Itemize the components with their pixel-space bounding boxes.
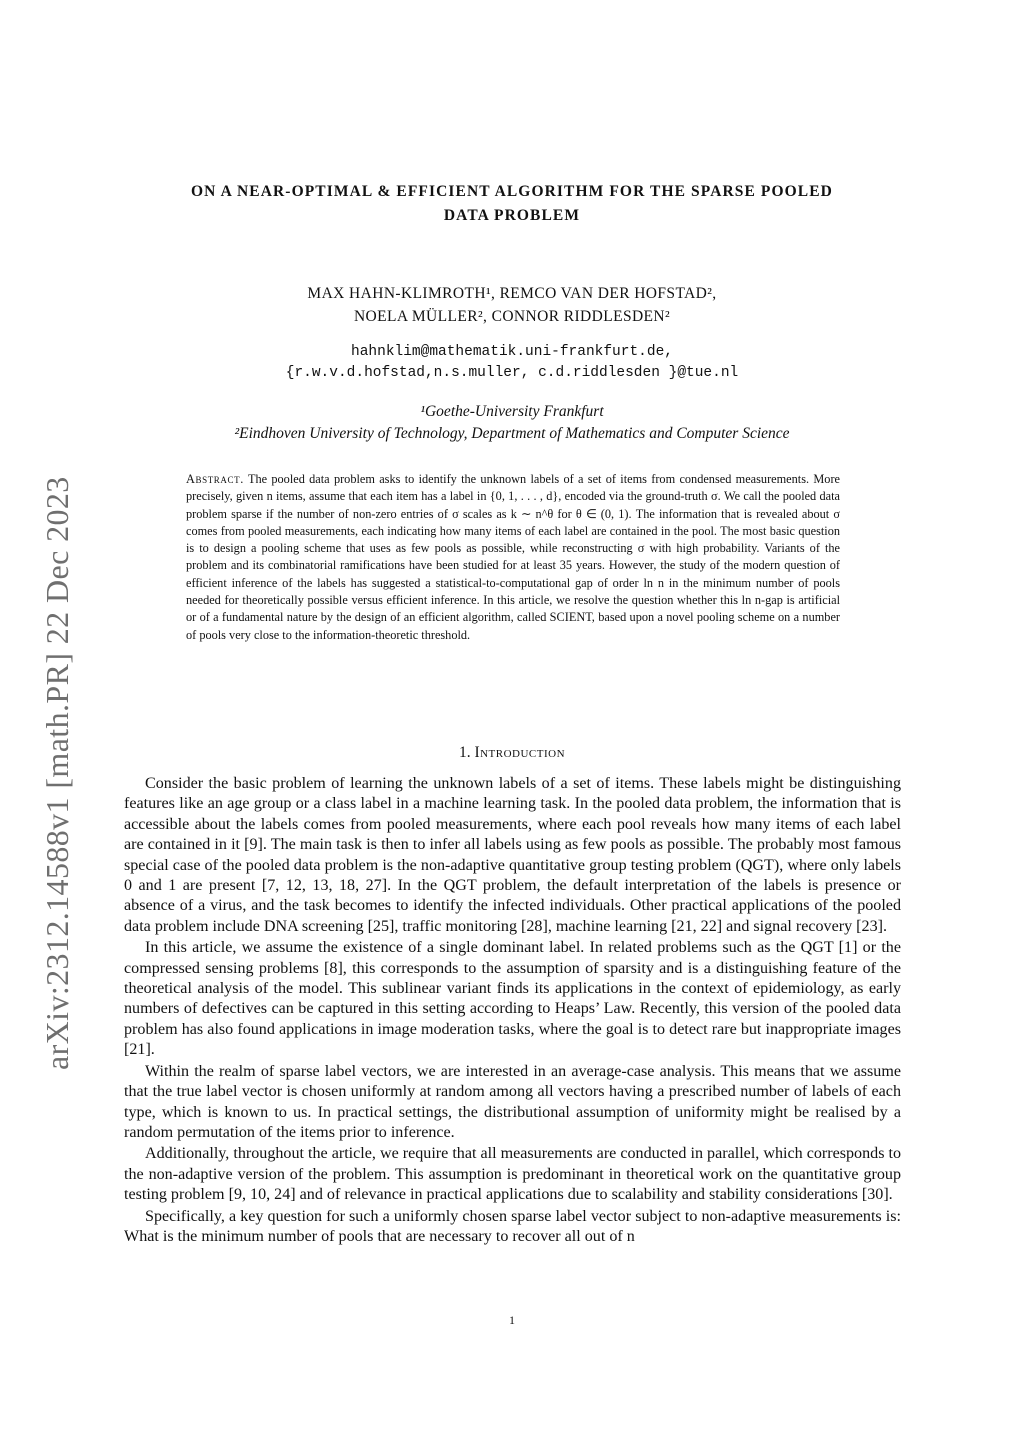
affiliations <box>124 401 900 445</box>
abstract-text: The pooled data problem asks to identify the unknown labels of a set of items from condensed measurements. More precisely, given n items, assume that each item has a label in {0, 1, . . . , d}, encoded via the ground-truth σ. We call the pooled data problem sparse if the number of non-zero entries of σ scales as k ∼ n^θ for θ ∈ (0, 1). The information that is revealed about σ comes from pooled measurements, each indicating how many items of each label are contained in the pool. The most basic question is to design a pooling scheme that uses as few pools as possible, while reconstructing σ with high probability. Variants of the problem and its combinatorial ramifications have been studied for at least 35 years. However, the study of the modern question of efficient inference of the labels has suggested a statistical-to-computational gap of order ln n in the minimum number of pools needed for theoretically possible versus efficient inference. In this article, we resolve the question whether this ln n-gap is artificial or of a fundamental nature by the design of an efficient algorithm, called SCIENT, based upon a novel pooling scheme on a number of pools very close to the information-theoretic threshold. <box>186 472 841 642</box>
paragraph: Specifically, a key question for such a uniformly chosen sparse label vector subject to non-adaptive measurements is: What is the minimum number of pools that are necessary to recover all out of n <box>124 1207 901 1245</box>
author-list <box>124 282 900 328</box>
paragraph: In this article, we assume the existence of a single dominant label. In related problems such as the QGT [1] or the compressed sensing problems [8], this corresponds to the assumption of sparsity and is a distinguishing feature of the theoretical analysis of the model. This sublinear variant finds its applications in the context of epidemiology, as early numbers of defectives can be captured in this setting according to Heaps’ Law. Recently, this version of the pooled data problem has also found applications in image moderation tasks, where the goal is to detect rare but inappropriate images [21]. <box>124 939 901 1059</box>
author-line: MAX HAHN-KLIMROTH¹, REMCO VAN DER HOFSTAD², <box>307 285 717 302</box>
title-line: DATA PROBLEM <box>443 207 581 224</box>
affiliation-line: ¹Goethe-University Frankfurt <box>420 403 604 420</box>
author-emails <box>124 342 900 384</box>
paragraph: Within the realm of sparse label vectors, we are interested in an average-case analysis. This means that we assume that the true label vector is chosen uniformly at random among all vectors having a prescribed number of labels of each type, which is known to us. In practical settings, the distributional assumption of uniformity might be realised by a random permutation of the items prior to inference. <box>124 1062 901 1141</box>
abstract <box>186 471 840 644</box>
page-number: 1 <box>509 1313 515 1327</box>
arxiv-identifier: arXiv:2312.14588v1 [math.PR] 22 Dec 2023 <box>39 476 75 1070</box>
introduction-body <box>124 774 901 1248</box>
email-line: {r.w.v.d.hofstad,n.s.muller, c.d.riddlesden }@tue.nl <box>285 365 739 381</box>
email-line: hahnklim@mathematik.uni-frankfurt.de, <box>351 344 673 360</box>
paragraph: Consider the basic problem of learning the unknown labels of a set of items. These labels might be distinguishing features like an age group or a class label in a machine learning task. In the pooled data problem, the information that is accessible about the labels comes from pooled measurements, where each pool reveals how many items of each label are contained in it [9]. The main task is then to infer all labels using as few pools as possible. The probably most famous special case of the pooled data problem is the non-adaptive quantitative group testing problem (QGT), where only labels 0 and 1 are present [7, 12, 13, 18, 27]. In the QGT problem, the default interpretation of the labels is presence or absence of a virus, and the task becomes to identify the infected individuals. Other practical applications of the pooled data problem include DNA screening [25], traffic monitoring [28], machine learning [21, 22] and signal recovery [23]. <box>124 775 901 935</box>
section-heading <box>124 743 900 763</box>
paragraph: Additionally, throughout the article, we require that all measurements are conducted in parallel, which corresponds to the non-adaptive version of the problem. This assumption is predominant in theoretical work on the quantitative group testing problem [9, 10, 24] and of relevance in practical applications due to scalability and stability considerations [30]. <box>124 1145 902 1204</box>
affiliation-line: ²Eindhoven University of Technology, Department of Mathematics and Computer Science <box>234 425 790 442</box>
title-line: ON A NEAR-OPTIMAL & EFFICIENT ALGORITHM FOR THE SPARSE POOLED <box>191 183 833 200</box>
abstract-label: Abstract. <box>186 472 244 486</box>
section-title: Introduction <box>474 744 566 761</box>
author-line: NOELA MÜLLER², CONNOR RIDDLESDEN² <box>353 308 671 325</box>
section-number: 1. <box>458 744 471 761</box>
paper-title <box>124 180 900 228</box>
